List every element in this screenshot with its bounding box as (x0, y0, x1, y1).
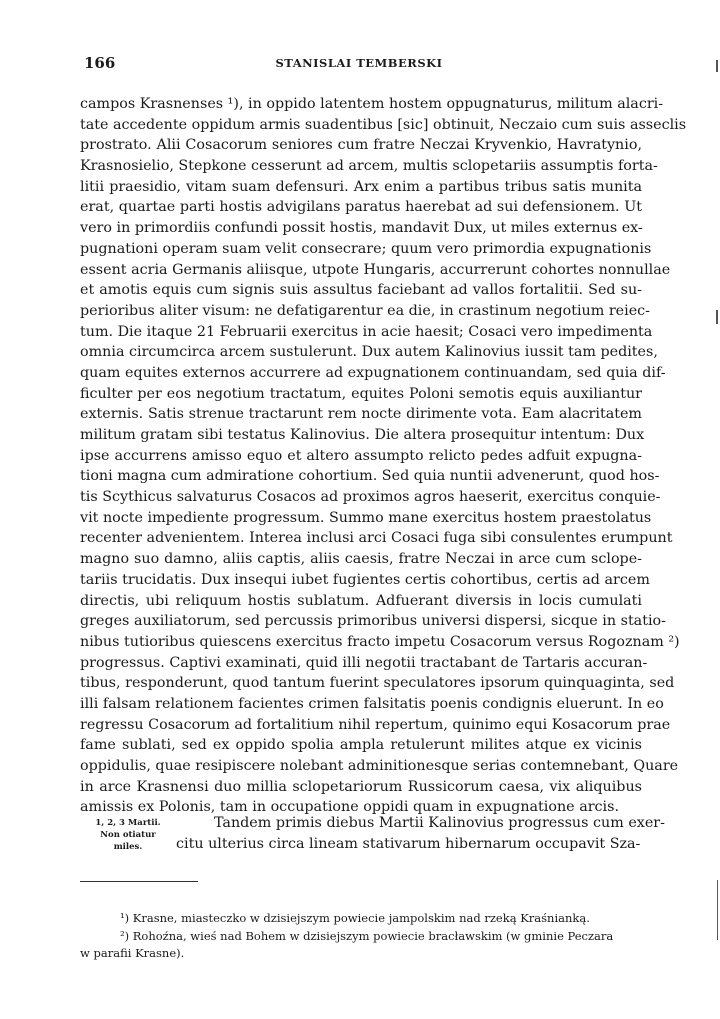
text-line: tum. Die itaque 21 Februarii exercitus in acie haesit; Cosaci vero impedimenta (80, 323, 653, 340)
text-line: tibus, responderunt, quod tantum fuerint speculatores ipsorum quinquaginta, sed (80, 675, 675, 692)
margin-note-line: miles. (113, 842, 143, 852)
text-line: tis Scythicus salvaturus Cosacos ad proximos agros haeserit, exercitus conquie- (80, 489, 661, 506)
text-line: erat, quartae parti hostis advigilans paratus haerebat ad sui defensionem. Ut (80, 199, 642, 216)
text-line: amissis ex Polonis, tam in occupatione oppidi quam in expugnatione arcis. (80, 799, 620, 816)
text-line: greges auxiliatorum, sed percussis primoribus universi dispersi, sicque in statio- (80, 613, 666, 630)
margin-note-line: Non otiatur (100, 830, 156, 840)
scan-edge-mark (716, 310, 718, 324)
scan-edge-mark (716, 60, 718, 72)
footnote-2 (80, 928, 642, 963)
text-line: in arce Krasnensi duo millia sclopetariorum Russicorum caesa, vix aliquibus (80, 778, 642, 795)
text-line: citu ulterius circa lineam stativarum hibernarum occupavit Sza- (176, 835, 641, 852)
text-line: ficulter per eos negotium tractatum, equites Poloni semotis equis auxiliantur (80, 385, 642, 402)
text-line: externis. Satis strenue tractarunt rem nocte dirimente vota. Eam alacritatem (80, 406, 642, 423)
text-line: regressu Cosacorum ad fortalitium nihil repertum, quinimo equi Kosacorum prae (80, 716, 671, 733)
text-line: omnia circumcirca arcem sustulerunt. Dux autem Kalinovius iussit tam pedites, (80, 344, 658, 361)
text-line: ipse accurrens amisso equo et altero assumpto relicto pedes adfuit expugna- (80, 447, 642, 464)
text-line: tioni magna cum admiratione cohortium. Sed quia nuntii advenerunt, quod hos- (80, 468, 660, 485)
text-line: directis, ubi reliquum hostis sublatum. Adfuerant diversis in locis cumulati (80, 592, 642, 609)
page-number: 166 (84, 54, 116, 72)
text-line: quam equites externos accurrere ad expugnationem continuandam, sed quia dif- (80, 364, 666, 381)
text-line: tate accedente oppidum armis suadentibus [sic] obtinuit, Neczaio cum suis asseclis (80, 116, 687, 133)
page-header (70, 52, 648, 74)
running-title: STANISLAI TEMBERSKI (275, 56, 443, 70)
text-line: illi falsam relationem facientes crimen falsitatis poenis condignis eluerunt. In eo (80, 695, 664, 712)
text-line: magno suo damno, aliis captis, aliis caesis, fratre Neczai in arce cum sclope- (80, 551, 642, 568)
footnotes (80, 910, 642, 963)
text-line: litii praesidio, vitam suam defensuri. Arx enim a partibus tribus satis munita (80, 178, 642, 195)
text-line: tariis trucidatis. Dux insequi iubet fugientes certis cohortibus, certis ad arcem (80, 571, 650, 588)
text-line: vero in primordiis confundi possit hostis, mandavit Dux, ut miles externus ex- (80, 220, 643, 237)
text-line: Krasnosielio, Stepkone cesserunt ad arcem, multis sclopetariis assumptis forta- (80, 158, 658, 175)
footnote-line: ¹) Krasne, miasteczko w dzisiejszym powiecie jampolskim nad rzeką Kraśnianką. (120, 911, 590, 925)
text-line: vit nocte impediente progressum. Summo mane exercitus hostem praestolatus (80, 509, 652, 526)
footnote-line: w parafii Krasne). (80, 946, 185, 960)
text-line: campos Krasnenses ¹), in oppido latentem hostem oppugnaturus, militum alacri- (80, 96, 664, 112)
text-line: pugnationi operam suam velit consecrare; quum vero primordia expugnationis (80, 240, 652, 257)
text-line: militum gratam sibi testatus Kalinovius. Die altera prosequitur intentum: Dux (80, 427, 645, 443)
text-line: Tandem primis diebus Martii Kalinovius progressus cum exer- (214, 815, 665, 831)
text-line: oppidulis, quae resipiscere nolebant adminitionesque serias contemnebant, Quare (80, 758, 679, 774)
text-line: prostrato. Alii Cosacorum seniores cum fratre Neczai Kryvenkio, Havratynio, (80, 137, 642, 154)
text-line: essent acria Germanis aliisque, utpote Hungaris, accurrerunt cohortes nonnullae (80, 261, 671, 278)
margin-note (76, 817, 180, 853)
second-paragraph (176, 813, 665, 854)
text-line: progressus. Captivi examinati, quid illi negotii tractabant de Tartaris accuran- (80, 654, 648, 671)
scan-edge-mark (717, 880, 718, 940)
text-line: fame sublati, sed ex oppido spolia ampla retulerunt milites atque ex vicinis (80, 737, 642, 754)
footnote-1 (80, 910, 642, 928)
text-line: et amotis equis cum signis suis assultus faciebant ad vallos fortalitii. Sed su- (80, 282, 642, 299)
text-line: recenter advenientem. Interea inclusi arci Cosaci fuga sibi consulentes erumpunt (80, 530, 673, 547)
text-line: nibus tutioribus quiescens exercitus fracto impetu Cosacorum versus Rogoznam ²) (80, 633, 680, 650)
footnote-line: ²) Rohoźna, wieś nad Bohem w dzisiejszym powiecie bracławskim (w gminie Peczara (120, 928, 614, 943)
margin-note-line: 1, 2, 3 Martii. (95, 818, 161, 828)
main-paragraph (80, 94, 687, 818)
footnote-separator (80, 881, 198, 882)
text-line: perioribus aliter visum: ne defatigarentur ea die, in crastinum negotium reiec- (80, 302, 650, 319)
